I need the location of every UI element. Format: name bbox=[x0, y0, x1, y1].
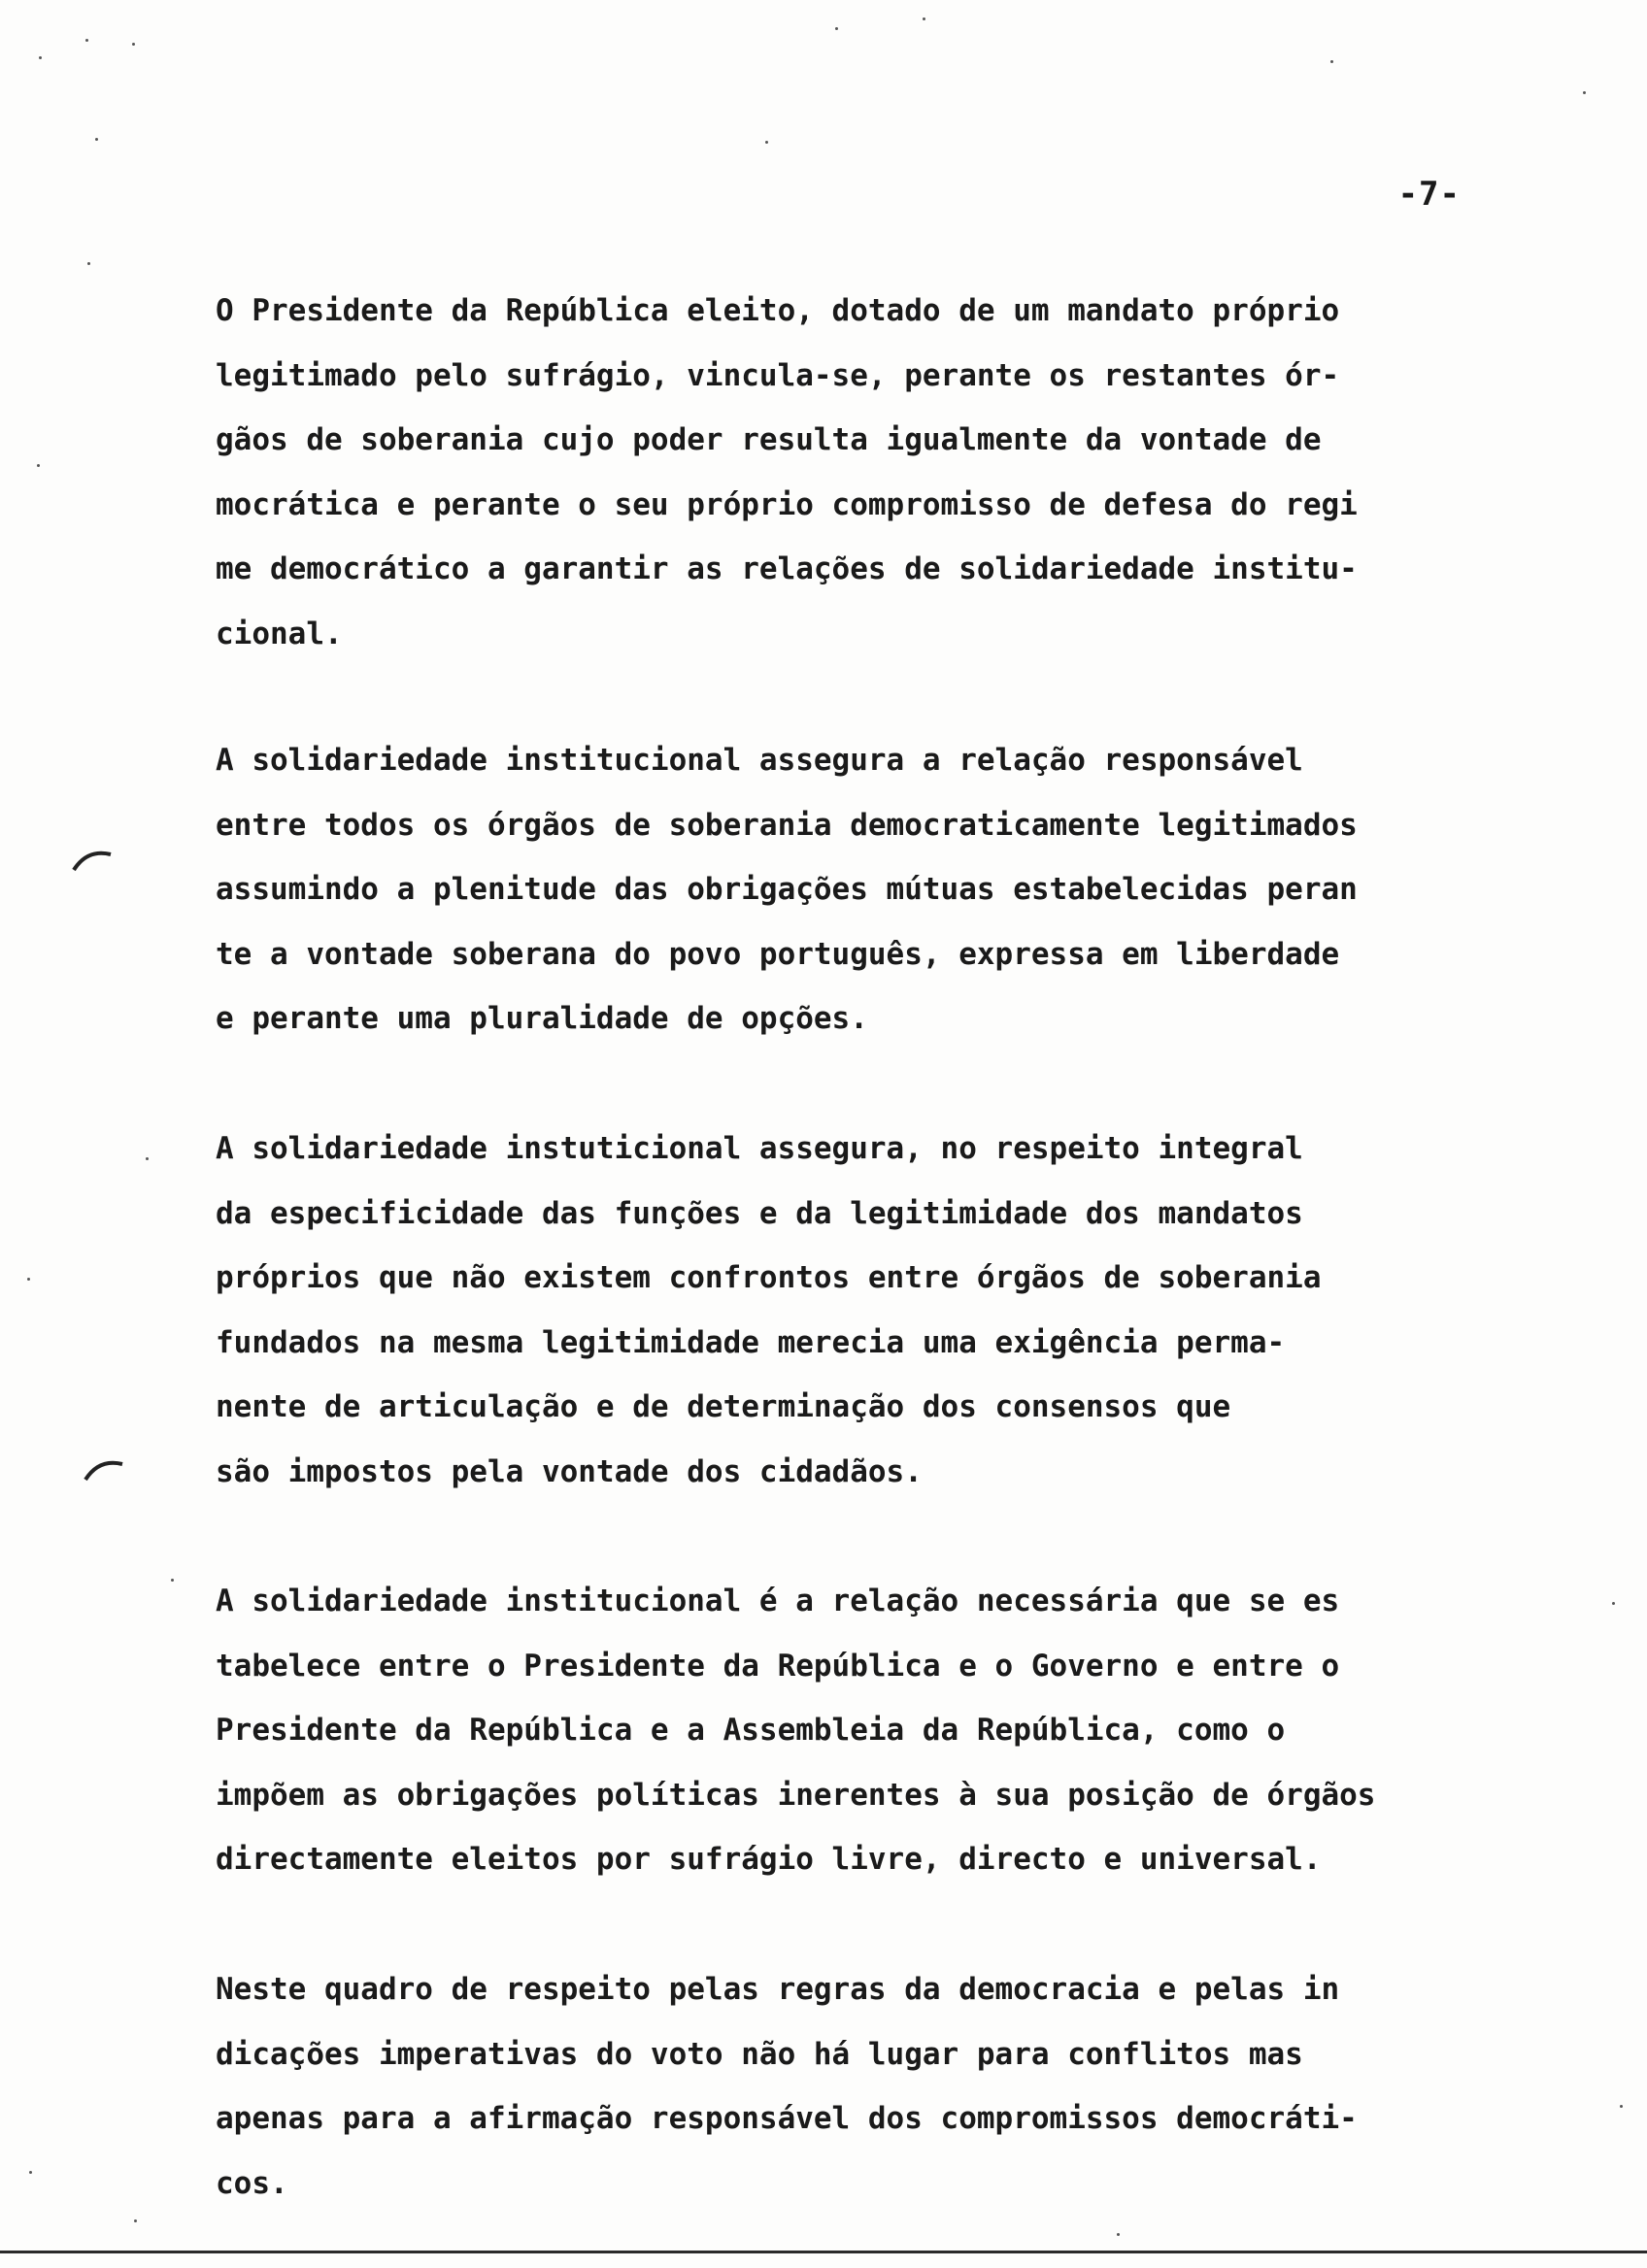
text-line: cional. bbox=[216, 616, 343, 651]
text-line: dicações imperativas do voto não há lugar para conflitos mas bbox=[216, 2036, 1303, 2072]
text-line: próprios que não existem confrontos entre órgãos de soberania bbox=[216, 1260, 1322, 1295]
text-line: e perante uma pluralidade de opções. bbox=[216, 1001, 868, 1036]
paragraph-1 bbox=[216, 279, 1497, 666]
scan-speck bbox=[171, 1579, 174, 1582]
text-line: Presidente da República e a Assembleia da República, como o bbox=[216, 1713, 1286, 1748]
text-line: directamente eleitos por sufrágio livre, directo e universal. bbox=[216, 1842, 1322, 1877]
scan-speck bbox=[1117, 2233, 1120, 2236]
text-line: tabelece entre o Presidente da República e o Governo e entre o bbox=[216, 1648, 1340, 1684]
scan-speck bbox=[923, 17, 925, 20]
text-line: gãos de soberania cujo poder resulta igualmente da vontade de bbox=[216, 422, 1322, 457]
scan-speck bbox=[1620, 2105, 1623, 2108]
text-line: cos. bbox=[216, 2165, 288, 2201]
text-line: O Presidente da República eleito, dotado de um mandato próprio bbox=[216, 293, 1340, 328]
text-line: mocrática e perante o seu próprio compromisso de defesa do regi bbox=[216, 486, 1358, 522]
text-line: são impostos pela vontade dos cidadãos. bbox=[216, 1453, 923, 1489]
text-line: A solidariedade instuticional assegura, no respeito integral bbox=[216, 1131, 1303, 1166]
scan-speck bbox=[835, 27, 838, 30]
scan-speck bbox=[134, 2219, 137, 2222]
scan-speck bbox=[29, 2171, 32, 2174]
scan-speck bbox=[132, 43, 135, 46]
paragraph-5 bbox=[216, 1957, 1497, 2216]
text-line: entre todos os órgãos de soberania democraticamente legitimados bbox=[216, 807, 1358, 843]
scan-speck bbox=[1330, 60, 1333, 63]
text-line: te a vontade soberana do povo português, expressa em liberdade bbox=[216, 936, 1340, 972]
paragraph-4 bbox=[216, 1569, 1497, 1892]
scan-speck bbox=[87, 262, 90, 265]
scan-speck bbox=[85, 39, 88, 42]
text-line: Neste quadro de respeito pelas regras da democracia e pelas in bbox=[216, 1972, 1340, 2007]
scan-speck bbox=[146, 1157, 149, 1160]
text-line: nente de articulação e de determinação dos consensos que bbox=[216, 1389, 1231, 1424]
bottom-divider bbox=[0, 2251, 1647, 2253]
punch-hole-mark bbox=[70, 843, 115, 887]
scan-speck bbox=[95, 138, 98, 141]
text-line: me democrático a garantir as relações de solidariedade institu- bbox=[216, 551, 1358, 586]
text-line: legitimado pelo sufrágio, vincula-se, perante os restantes ór- bbox=[216, 357, 1340, 393]
text-line: A solidariedade institucional é a relação necessária que se es bbox=[216, 1584, 1340, 1618]
page-number: -7- bbox=[1397, 175, 1461, 214]
text-line: fundados na mesma legitimidade merecia uma exigência perma- bbox=[216, 1324, 1286, 1360]
scan-speck bbox=[765, 141, 768, 144]
paragraph-3 bbox=[216, 1117, 1497, 1504]
scan-speck bbox=[1612, 1602, 1615, 1605]
scan-speck bbox=[37, 464, 40, 467]
paragraph-2 bbox=[216, 728, 1497, 1051]
text-line: impõem as obrigações políticas inerentes à sua posição de órgãos bbox=[216, 1777, 1376, 1813]
scan-speck bbox=[27, 1278, 30, 1281]
scan-speck bbox=[39, 56, 42, 59]
punch-hole-mark bbox=[82, 1452, 126, 1497]
text-line: apenas para a afirmação responsável dos compromissos democráti- bbox=[216, 2101, 1358, 2136]
text-line: da especificidade das funções e da legitimidade dos mandatos bbox=[216, 1195, 1303, 1231]
text-line: assumindo a plenitude das obrigações mútuas estabelecidas peran bbox=[216, 872, 1358, 907]
text-line: A solidariedade institucional assegura a relação responsável bbox=[216, 743, 1303, 778]
scan-speck bbox=[1583, 91, 1586, 94]
